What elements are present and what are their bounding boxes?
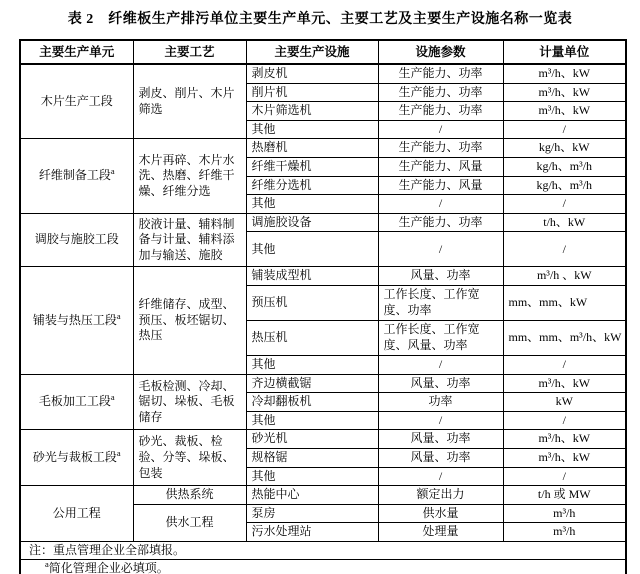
table-note-main: 注：重点管理企业全部填报。 xyxy=(20,541,626,560)
note-row xyxy=(20,541,626,560)
production-units-table xyxy=(19,39,627,574)
facility-cell: 规格锯 xyxy=(246,448,378,467)
params-cell: 生产能力、风量 xyxy=(378,176,503,195)
facility-cell: 齐边横截锯 xyxy=(246,374,378,393)
params-cell: / xyxy=(378,232,503,267)
note-row xyxy=(20,560,626,574)
facility-cell: 其他 xyxy=(246,355,378,374)
unit-label: 纤维制备工段 xyxy=(38,168,111,183)
facility-cell: 铺装成型机 xyxy=(246,267,378,286)
facility-cell: 冷却翻板机 xyxy=(246,393,378,412)
table-row xyxy=(20,486,626,505)
unit-superscript: a xyxy=(116,447,121,458)
process-cell: 砂光、裁板、检验、分等、垛板、包装 xyxy=(133,430,246,486)
facility-cell: 木片筛选机 xyxy=(246,102,378,121)
units-cell: m³/h、kW xyxy=(503,83,626,102)
column-header-units: 计量单位 xyxy=(503,40,626,64)
unit-cell xyxy=(20,430,133,486)
params-cell: / xyxy=(378,467,503,486)
unit-cell xyxy=(20,64,133,139)
params-cell: 生产能力、功率 xyxy=(378,102,503,121)
params-cell: 风量、功率 xyxy=(378,430,503,449)
column-header-unit: 主要生产单元 xyxy=(20,40,133,64)
units-cell: kW xyxy=(503,393,626,412)
params-cell: 功率 xyxy=(378,393,503,412)
facility-cell: 泵房 xyxy=(246,504,378,523)
facility-cell: 其他 xyxy=(246,120,378,139)
units-cell: m³/h、kW xyxy=(503,430,626,449)
process-cell: 供水工程 xyxy=(133,504,246,541)
units-cell: m³/h、kW xyxy=(503,102,626,121)
units-cell: t/h 或 MW xyxy=(503,486,626,505)
params-cell: 生产能力、功率 xyxy=(378,64,503,83)
params-cell: / xyxy=(378,411,503,430)
facility-cell: 热磨机 xyxy=(246,139,378,158)
process-cell: 胶液计量、辅料制备与计量、辅料添加与输送、施胶 xyxy=(133,213,246,267)
note-a-label: 简化管理企业必填项。 xyxy=(48,561,169,574)
column-header-process: 主要工艺 xyxy=(133,40,246,64)
table-row xyxy=(20,213,626,232)
facility-cell: 砂光机 xyxy=(246,430,378,449)
unit-label: 砂光与裁板工段 xyxy=(32,449,117,464)
unit-cell xyxy=(20,374,133,430)
units-cell: / xyxy=(503,120,626,139)
table-row xyxy=(20,374,626,393)
table-row xyxy=(20,430,626,449)
facility-cell: 预压机 xyxy=(246,285,378,320)
facility-cell: 热压机 xyxy=(246,320,378,355)
facility-cell: 热能中心 xyxy=(246,486,378,505)
params-cell: 处理量 xyxy=(378,523,503,542)
facility-cell: 其他 xyxy=(246,411,378,430)
params-cell: / xyxy=(378,195,503,214)
params-cell: 风量、功率 xyxy=(378,448,503,467)
units-cell: m³/h、kW xyxy=(503,64,626,83)
params-cell: / xyxy=(378,355,503,374)
params-cell: 风量、功率 xyxy=(378,374,503,393)
unit-cell xyxy=(20,486,133,542)
process-cell: 毛板检测、冷却、锯切、垛板、毛板储存 xyxy=(133,374,246,430)
process-cell: 纤维储存、成型、预压、板坯锯切、热压 xyxy=(133,267,246,374)
table-header-row xyxy=(20,40,626,64)
units-cell: / xyxy=(503,411,626,430)
units-cell: mm、mm、m³/h、kW xyxy=(503,320,626,355)
params-cell: 生产能力、功率 xyxy=(378,139,503,158)
unit-superscript: a xyxy=(110,392,115,403)
units-cell: kg/h、kW xyxy=(503,139,626,158)
unit-label: 铺装与热压工段 xyxy=(32,312,117,327)
facility-cell: 纤维干燥机 xyxy=(246,157,378,176)
units-cell: m³/h xyxy=(503,504,626,523)
params-cell: / xyxy=(378,120,503,139)
params-cell: 生产能力、功率 xyxy=(378,83,503,102)
units-cell: kg/h、m³/h xyxy=(503,176,626,195)
units-cell: / xyxy=(503,467,626,486)
units-cell: kg/h、m³/h xyxy=(503,157,626,176)
units-cell: / xyxy=(503,355,626,374)
unit-cell xyxy=(20,267,133,374)
facility-cell: 其他 xyxy=(246,232,378,267)
unit-label: 毛板加工工段 xyxy=(38,394,111,409)
note-superscript: a xyxy=(45,559,49,570)
table-note-a xyxy=(20,560,626,574)
process-cell: 剥皮、削片、木片筛选 xyxy=(133,64,246,139)
facility-cell: 污水处理站 xyxy=(246,523,378,542)
params-cell: 工作长度、工作宽度、风量、功率 xyxy=(378,320,503,355)
units-cell: t/h、kW xyxy=(503,213,626,232)
unit-label: 调胶与施胶工段 xyxy=(34,232,119,247)
unit-label: 木片生产工段 xyxy=(40,93,113,108)
table-row xyxy=(20,139,626,158)
params-cell: 工作长度、工作宽度、功率 xyxy=(378,285,503,320)
facility-cell: 其他 xyxy=(246,467,378,486)
units-cell: m³/h、kW xyxy=(503,374,626,393)
process-cell: 木片再碎、木片水洗、热磨、纤维干燥、纤维分选 xyxy=(133,139,246,213)
column-header-params: 设施参数 xyxy=(378,40,503,64)
facility-cell: 纤维分选机 xyxy=(246,176,378,195)
params-cell: 额定出力 xyxy=(378,486,503,505)
table-row xyxy=(20,267,626,286)
units-cell: m³/h 、kW xyxy=(503,267,626,286)
units-cell: / xyxy=(503,195,626,214)
unit-superscript: a xyxy=(110,166,115,177)
units-cell: / xyxy=(503,232,626,267)
params-cell: 供水量 xyxy=(378,504,503,523)
units-cell: mm、mm、kW xyxy=(503,285,626,320)
facility-cell: 剥皮机 xyxy=(246,64,378,83)
unit-label: 公用工程 xyxy=(52,505,101,520)
params-cell: 生产能力、风量 xyxy=(378,157,503,176)
units-cell: m³/h、kW xyxy=(503,448,626,467)
facility-cell: 其他 xyxy=(246,195,378,214)
unit-cell xyxy=(20,139,133,213)
column-header-facility: 主要生产设施 xyxy=(246,40,378,64)
unit-superscript: a xyxy=(116,310,121,321)
table-row xyxy=(20,64,626,83)
params-cell: 生产能力、功率 xyxy=(378,213,503,232)
process-cell: 供热系统 xyxy=(133,486,246,505)
facility-cell: 调施胶设备 xyxy=(246,213,378,232)
params-cell: 风量、功率 xyxy=(378,267,503,286)
units-cell: m³/h xyxy=(503,523,626,542)
unit-cell xyxy=(20,213,133,267)
facility-cell: 削片机 xyxy=(246,83,378,102)
table-title: 表 2 纤维板生产排污单位主要生产单元、主要工艺及主要生产设施名称一览表 xyxy=(67,12,573,27)
